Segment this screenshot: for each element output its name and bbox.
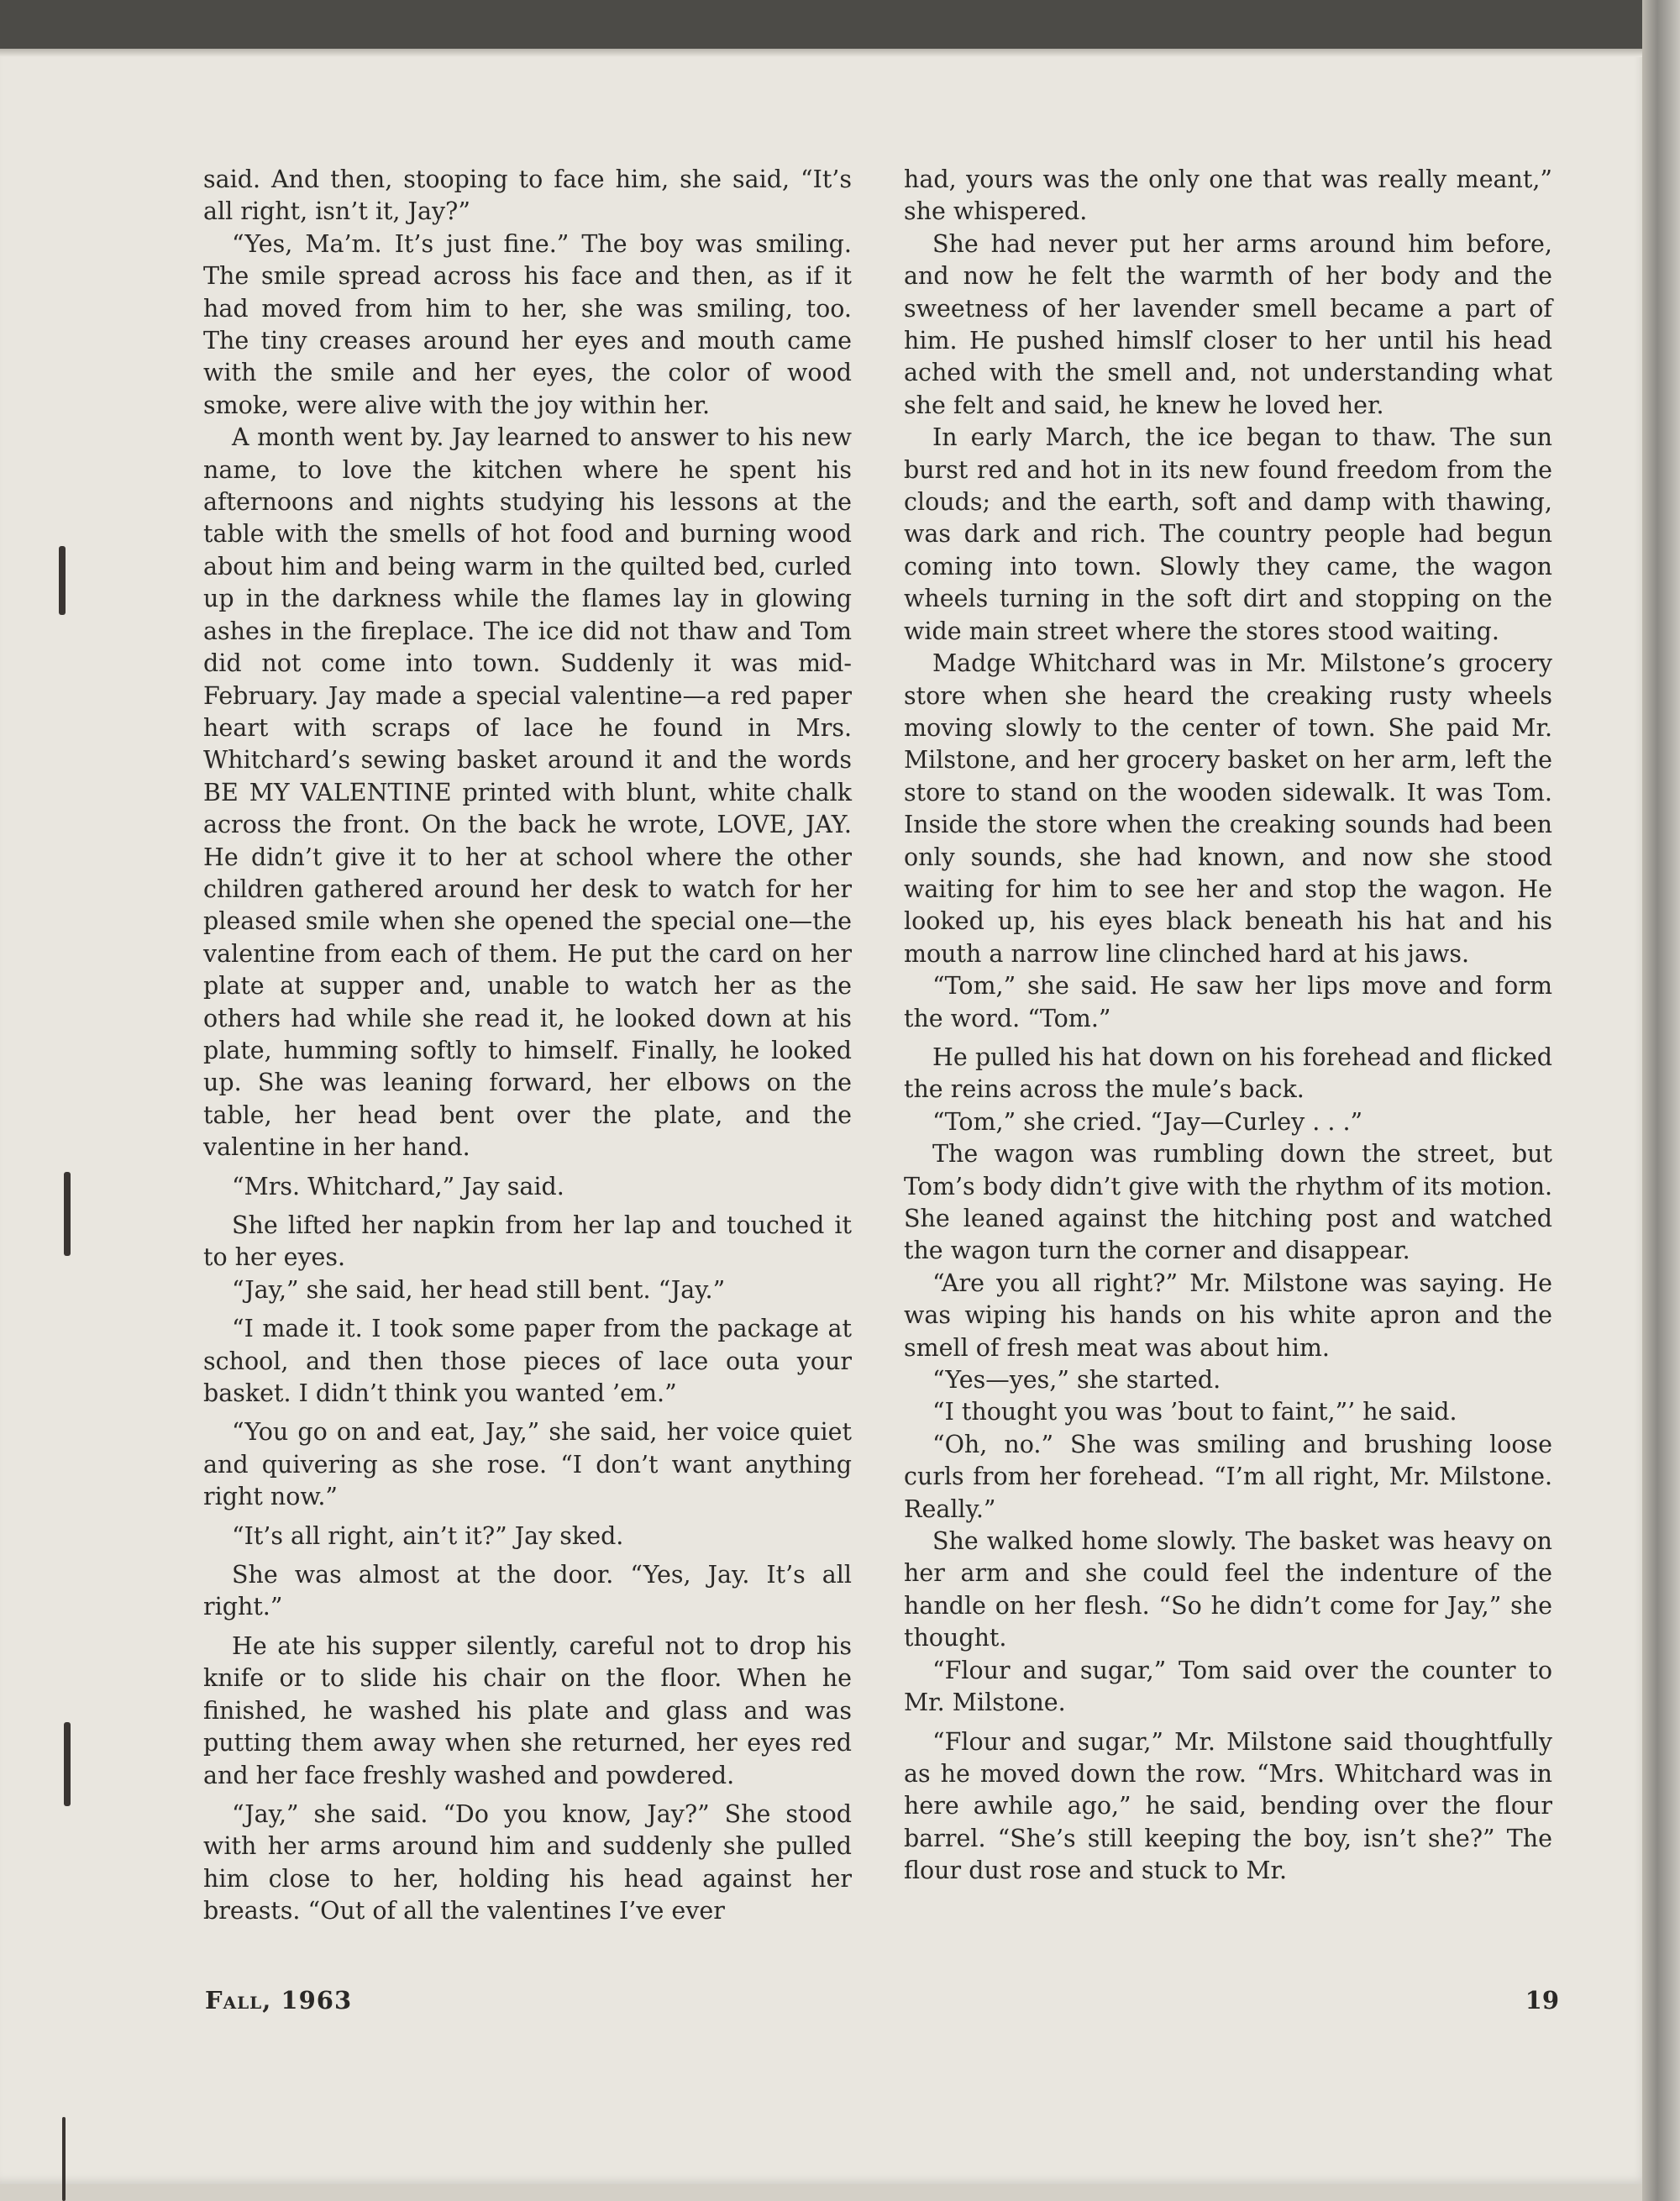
paragraph: “It’s all right, ain’t it?” Jay sked.: [232, 1521, 624, 1550]
paragraph: “Tom,” she cried. “Jay—Curley . . .”: [932, 1107, 1363, 1136]
paragraph: “Jay,” she said. “Do you know, Jay?” She stood with her arms around him and suddenly she pulled him close to her, holding his head against her breasts. “Out of all the valentines I’ve ever: [203, 1799, 852, 1925]
paragraph: The wagon was rumbling down the street, but Tom’s body didn’t give with the rhythm of its motion. She leaned against the hitching post and watched the wagon turn the corner and disappear.: [904, 1140, 1552, 1265]
paragraph: “Are you all right?” Mr. Milstone was saying. He was wiping his hands on his white apron and the smell of fresh meat was about him.: [904, 1269, 1552, 1362]
paragraph: “Flour and sugar,” Mr. Milstone said thoughtfully as he moved down the row. “Mrs. Whitchard was in here awhile ago,” he said, bending over the flour barrel. “She’s still keeping the boy, isn’t she?” The flour dust rose and stuck to Mr.: [904, 1727, 1552, 1885]
scan-top-shadow: [0, 49, 1646, 57]
paragraph: She had never put her arms around him before, and now he felt the warmth of her body and the sweetness of her lavender smell became a part of him. He pushed himslf closer to her until his head ached with the smell and, not understanding what she felt and said, he knew he loved her.: [904, 229, 1552, 419]
paragraph: “Tom,” she said. He saw her lips move and form the word. “Tom.”: [904, 972, 1552, 1032]
binding-edge-mark: [62, 2117, 66, 2201]
paragraph: “I thought you was ’bout to faint,”’ he said.: [932, 1398, 1457, 1426]
paragraph: “Oh, no.” She was smiling and brushing loose curls from her forehead. “I’m all right, Mr. Milstone. Really.”: [904, 1430, 1552, 1523]
paragraph: “You go on and eat, Jay,” she said, her voice quiet and quivering as she rose. “I don’t want anything right now.”: [203, 1418, 852, 1511]
issue-footer: Fall, 1963: [205, 1986, 353, 2015]
left-text-column: [203, 164, 852, 1928]
paragraph: He ate his supper silently, careful not to drop his knife or to slide his chair on the floor. When he finished, he washed his plate and glass and was putting them away when she returned, her eyes red and her face freshly washed and powdered.: [203, 1631, 852, 1789]
page-number: 19: [1525, 1986, 1559, 2015]
paragraph: “I made it. I took some paper from the package at school, and then those pieces of lace outa your basket. I didn’t think you wanted ’em.”: [203, 1315, 852, 1408]
paragraph: She walked home slowly. The basket was heavy on her arm and she could feel the indenture of the handle on her flesh. “So he didn’t come for Jay,” she thought.: [904, 1527, 1552, 1652]
paragraph: had, yours was the only one that was really meant,” she whispered.: [904, 165, 1552, 226]
paragraph: She lifted her napkin from her lap and touched it to her eyes.: [203, 1211, 852, 1272]
paragraph: “Jay,” she said, her head still bent. “Jay.”: [232, 1275, 726, 1304]
scan-top-edge: [0, 0, 1680, 49]
binding-staple-mark: [64, 1172, 71, 1256]
binding-staple-mark: [64, 1722, 71, 1806]
binding-staple-mark: [59, 546, 66, 615]
paragraph: “Yes, Ma’m. It’s just fine.” The boy was smiling. The smile spread across his face and then, as if it had moved from him to her, she was smiling, too. The tiny creases around her eyes and mouth came with the smile and her eyes, the color of wood smoke, were alive with the joy within her.: [203, 229, 852, 419]
right-text-column: [904, 164, 1552, 1888]
paragraph: “Yes—yes,” she started.: [932, 1366, 1221, 1395]
paragraph: A month went by. Jay learned to answer to his new name, to love the kitchen where he spent his afternoons and nights studying his lessons at the table with the smells of hot food and burning wood about him and being warm in the quilted bed, curled up in the darkness while the flames lay in glowing ashes in the fireplace. The ice did not thaw and Tom did not come into town. Suddenly it was mid-February. Jay made a special valentine—a red paper heart with scraps of lace he found in Mrs. Whitchard’s sewing basket around it and the words BE MY VALENTINE printed with blunt, white chalk across the front. On the back he wrote, LOVE, JAY. He didn’t give it to her at school where the other children gathered around her desk to watch for her pleased smile when she opened the special one—the valentine from each of them. He put the card on her plate at supper and, unable to watch her as the others had while she read it, he looked down at his plate, humming softly to himself. Finally, he looked up. She was leaning forward, her elbows on the table, her head bent over the plate, and the valentine in her hand.: [203, 423, 852, 1162]
paragraph: He pulled his hat down on his forehead and flicked the reins across the mule’s back.: [904, 1043, 1552, 1104]
paragraph: Madge Whitchard was in Mr. Milstone’s grocery store when she heard the creaking rusty wheels moving slowly to the center of town. She paid Mr. Milstone, and her grocery basket on her arm, left the store to stand on the wooden sidewalk. It was Tom. Inside the store when the creaking sounds had been only sounds, she had known, and now she stood waiting for him to see her and stop the wagon. He looked up, his eyes black beneath his hat and his mouth a narrow line clinched hard at his jaws.: [904, 649, 1552, 968]
paragraph: “Mrs. Whitchard,” Jay said.: [232, 1172, 564, 1200]
scan-right-edge: [1642, 0, 1680, 2201]
paragraph: said. And then, stooping to face him, she said, “It’s all right, isn’t it, Jay?”: [203, 165, 852, 226]
paragraph: In early March, the ice began to thaw. The sun burst red and hot in its new found freedom from the clouds; and the earth, soft and damp with thawing, was dark and rich. The country people had begun coming into town. Slowly they came, the wagon wheels turning in the soft dirt and stopping on the wide main street where the stores stood waiting.: [904, 423, 1552, 645]
paragraph: She was almost at the door. “Yes, Jay. It’s all right.”: [203, 1561, 852, 1621]
paragraph: “Flour and sugar,” Tom said over the counter to Mr. Milstone.: [904, 1656, 1552, 1717]
